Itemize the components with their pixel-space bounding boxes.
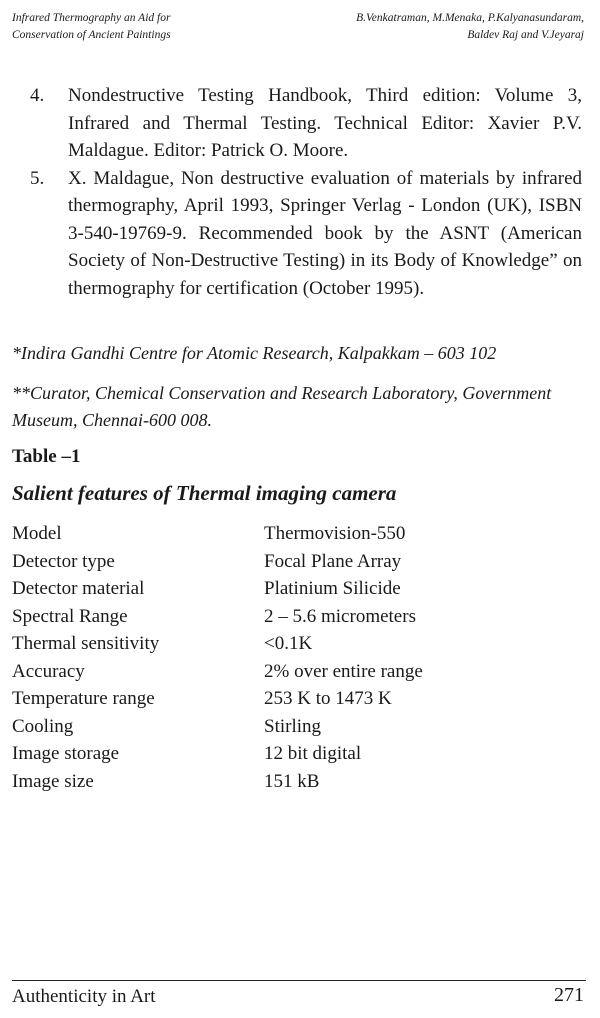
spec-row	[12, 548, 572, 576]
spec-row	[12, 740, 572, 768]
spec-key: Detector type	[12, 550, 115, 572]
footer-book-title: Authenticity in Art	[12, 986, 156, 1007]
spec-table	[12, 520, 572, 795]
footer-divider	[12, 980, 586, 981]
spec-key: Image size	[12, 770, 94, 792]
table-label: Table –1	[12, 446, 81, 467]
spec-row	[12, 520, 572, 548]
spec-row	[12, 630, 572, 658]
spec-value: 151 kB	[264, 770, 320, 792]
header-right-line: B.Venkatraman, M.Menaka, P.Kalyanasundaram,	[356, 12, 584, 24]
spec-row	[12, 713, 572, 741]
spec-key: Temperature range	[12, 688, 155, 709]
spec-row	[12, 575, 572, 603]
header-left-line: Infrared Thermography an Aid for	[12, 12, 171, 24]
spec-key: Spectral Range	[12, 605, 128, 627]
spec-row	[12, 768, 572, 796]
spec-value: 2% over entire range	[264, 660, 423, 682]
reference-item	[30, 165, 582, 303]
spec-row	[12, 658, 572, 686]
spec-value: Thermovision-550	[264, 523, 406, 544]
reference-text: X. Maldague, Non destructive evaluation of materials by infrared thermography, April 1993, Springer Verlag - London (UK), ISBN 3-540-19769-9. Recommended book by the ASNT (American Society of Non-Destructive Testing) in its Body of Knowledge” on thermography for certification (October 1995).	[68, 167, 582, 299]
spec-key: Model	[12, 523, 62, 544]
reference-item	[30, 82, 582, 165]
spec-row	[12, 685, 572, 713]
affiliation-curator: **Curator, Chemical Conservation and Research Laboratory, Government Museum, Chennai-600 008.	[12, 383, 552, 430]
spec-key: Accuracy	[12, 660, 85, 682]
running-header	[12, 10, 584, 50]
spec-row	[12, 603, 572, 631]
spec-key: Thermal sensitivity	[12, 633, 160, 654]
table-caption: Salient features of Thermal imaging camera	[12, 481, 397, 505]
reference-number: 4.	[30, 85, 45, 106]
spec-value: Focal Plane Array	[264, 550, 402, 572]
page-number: 271	[554, 984, 584, 1006]
spec-value: Stirling	[264, 715, 322, 737]
reference-text: Nondestructive Testing Handbook, Third edition: Volume 3, Infrared and Thermal Testing. Technical Editor: Xavier P.V. Maldague. Editor: Patrick O. Moore.	[68, 85, 582, 161]
reference-list	[30, 82, 582, 302]
header-right-line: Baldev Raj and V.Jeyaraj	[467, 29, 584, 41]
reference-number: 5.	[30, 167, 45, 189]
spec-key: Detector material	[12, 578, 145, 599]
spec-value: 2 – 5.6 micrometers	[264, 605, 416, 627]
spec-key: Image storage	[12, 743, 120, 764]
spec-value: Platinium Silicide	[264, 578, 401, 599]
header-left-line: Conservation of Ancient Paintings	[12, 29, 171, 41]
spec-value: 12 bit digital	[264, 743, 362, 764]
spec-key: Cooling	[12, 715, 74, 737]
affiliation-igcar: *Indira Gandhi Centre for Atomic Research, Kalpakkam – 603 102	[12, 343, 497, 363]
spec-value: <0.1K	[264, 633, 313, 654]
spec-value: 253 K to 1473 K	[264, 688, 392, 709]
header-left	[12, 10, 171, 44]
header-right	[356, 10, 584, 44]
